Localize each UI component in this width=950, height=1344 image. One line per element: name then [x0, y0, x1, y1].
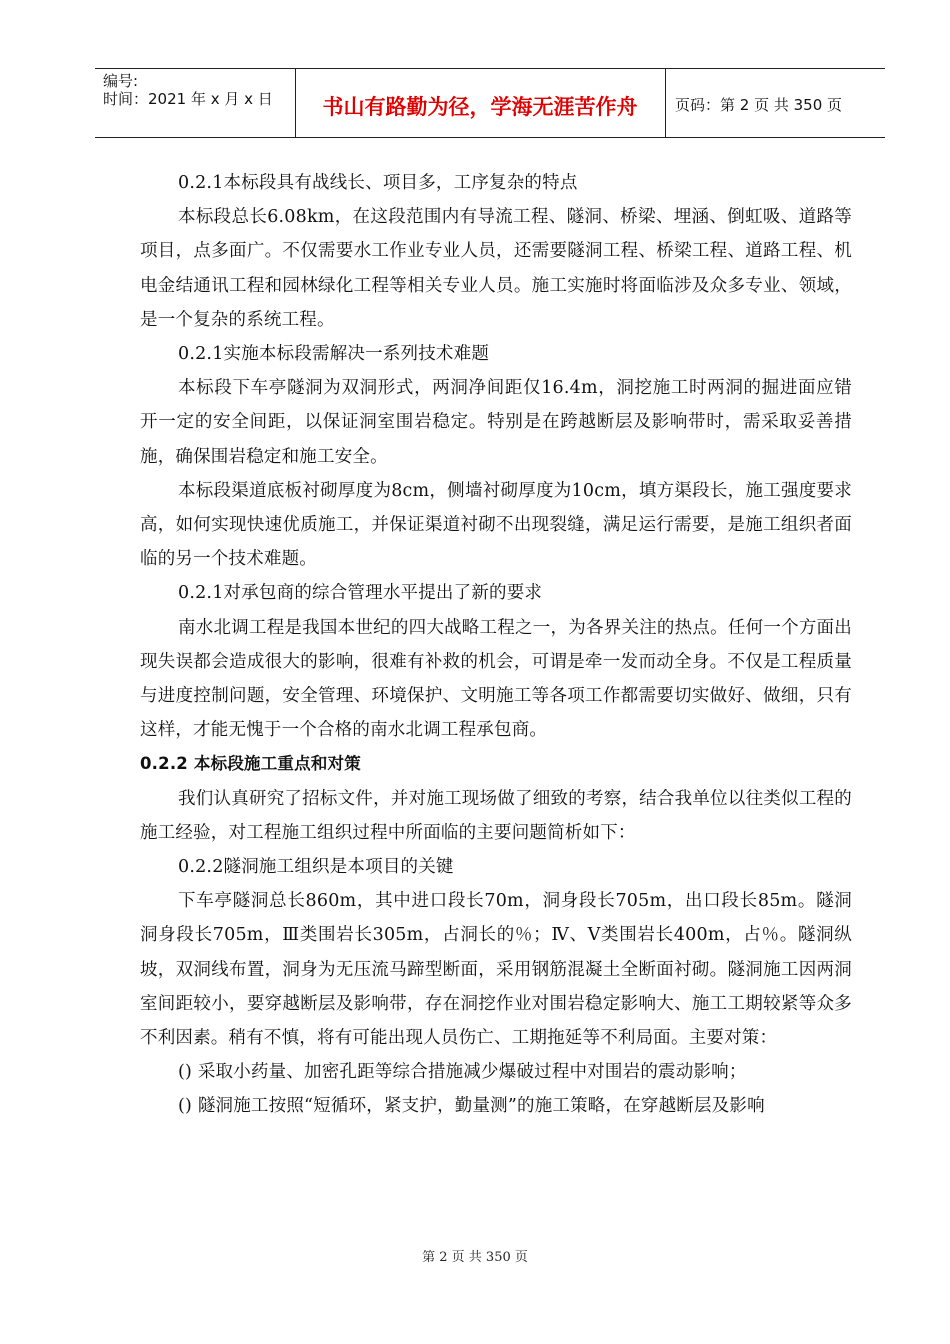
paragraph-analysis-intro: 我们认真研究了招标文件，并对施工现场做了细致的考察，结合我单位以往类似工程的施工经验，对工程施工组织过程中所面临的主要问题简析如下： — [140, 788, 852, 843]
header-meta-cell — [95, 69, 296, 137]
header-motto-cell — [295, 69, 666, 137]
page-header — [95, 68, 885, 138]
subheading-technical-difficulties: 0.2.1实施本标段需解决一系列技术难题 — [178, 344, 490, 365]
paragraph-scope: 本标段总长6.08km，在这段范围内有导流工程、隧洞、桥梁、埋涵、倒虹吸、道路等项目，点多面广。不仅需要水工作业专业人员，还需要隧洞工程、桥梁工程、道路工程、机电金结通讯工程和园林绿化工程等相关专业人员。施工实施时将面临涉及众多专业、领域，是一个复杂的系统工程。 — [140, 207, 852, 330]
paragraph-south-north-project: 南水北调工程是我国本世纪的四大战略工程之一，为各界关注的热点。任何一个方面出现失误都会造成很大的影响，很难有补救的机会，可谓是牵一发而动全身。不仅是工程质量与进度控制问题，安全管理、环境保护、文明施工等各项工作都需要切实做好、做细，只有这样，才能无愧于一个合格的南水北调工程承包商。 — [140, 617, 852, 741]
list-item-measure-1: () 采取小药量、加密孔距等综合措施减少爆破过程中对围岩的震动影响； — [178, 1062, 747, 1083]
header-page-info: 页码：第 2 页 共 350 页 — [675, 96, 843, 114]
document-number-label: 编号: — [103, 72, 139, 90]
paragraph-channel-lining: 本标段渠道底板衬砌厚度为8cm，侧墙衬砌厚度为10cm，填方渠段长，施工强度要求高，如何实现快速优质施工，并保证渠道衬砌不出现裂缝，满足运行需要，是施工组织者面临的另一个技术难题。 — [140, 480, 852, 570]
list-item-measure-2: () 隧洞施工按照“短循环，紧支护，勤量测”的施工策略，在穿越断层及影响 — [178, 1096, 765, 1117]
header-page-cell — [665, 69, 885, 137]
subheading-features: 0.2.1本标段具有战线长、项目多，工序复杂的特点 — [178, 173, 578, 193]
document-time-label: 时间：2021 年 x 月 x 日 — [103, 90, 273, 108]
header-motto: 书山有路勤为径，学海无涯苦作舟 — [322, 95, 638, 119]
document-body — [140, 166, 852, 1124]
subheading-tunnel-key: 0.2.2隧洞施工组织是本项目的关键 — [178, 857, 454, 878]
paragraph-tunnel-details: 下车亭隧洞总长860m，其中进口段长70m，洞身段长705m，出口段长85m。隧洞洞身段长705m，Ⅲ类围岩长305m，占洞长的％；Ⅳ、Ⅴ类围岩长400m，占％。隧洞纵坡，双洞线布置，洞身为无压流马蹄型断面，采用钢筋混凝土全断面衬砌。隧洞施工因两洞室间距较小，要穿越断层及影响带，存在洞挖作业对围岩稳定影响大、施工工期较紧等众多不利因素。稍有不慎，将有可能出现人员伤亡、工期拖延等不利局面。主要对策： — [140, 891, 852, 1049]
page-footer: 第 2 页 共 350 页 — [422, 1250, 528, 1265]
section-heading-key-points: 0.2.2 本标段施工重点和对策 — [140, 754, 361, 774]
paragraph-tunnel-spacing: 本标段下车亭隧洞为双洞形式，两洞净间距仅16.4m，洞挖施工时两洞的掘进面应错开一定的安全间距，以保证洞室围岩稳定。特别是在跨越断层及影响带时，需采取妥善措施，确保围岩稳定和施工安全。 — [140, 378, 852, 467]
subheading-management-requirements: 0.2.1对承包商的综合管理水平提出了新的要求 — [178, 583, 543, 604]
